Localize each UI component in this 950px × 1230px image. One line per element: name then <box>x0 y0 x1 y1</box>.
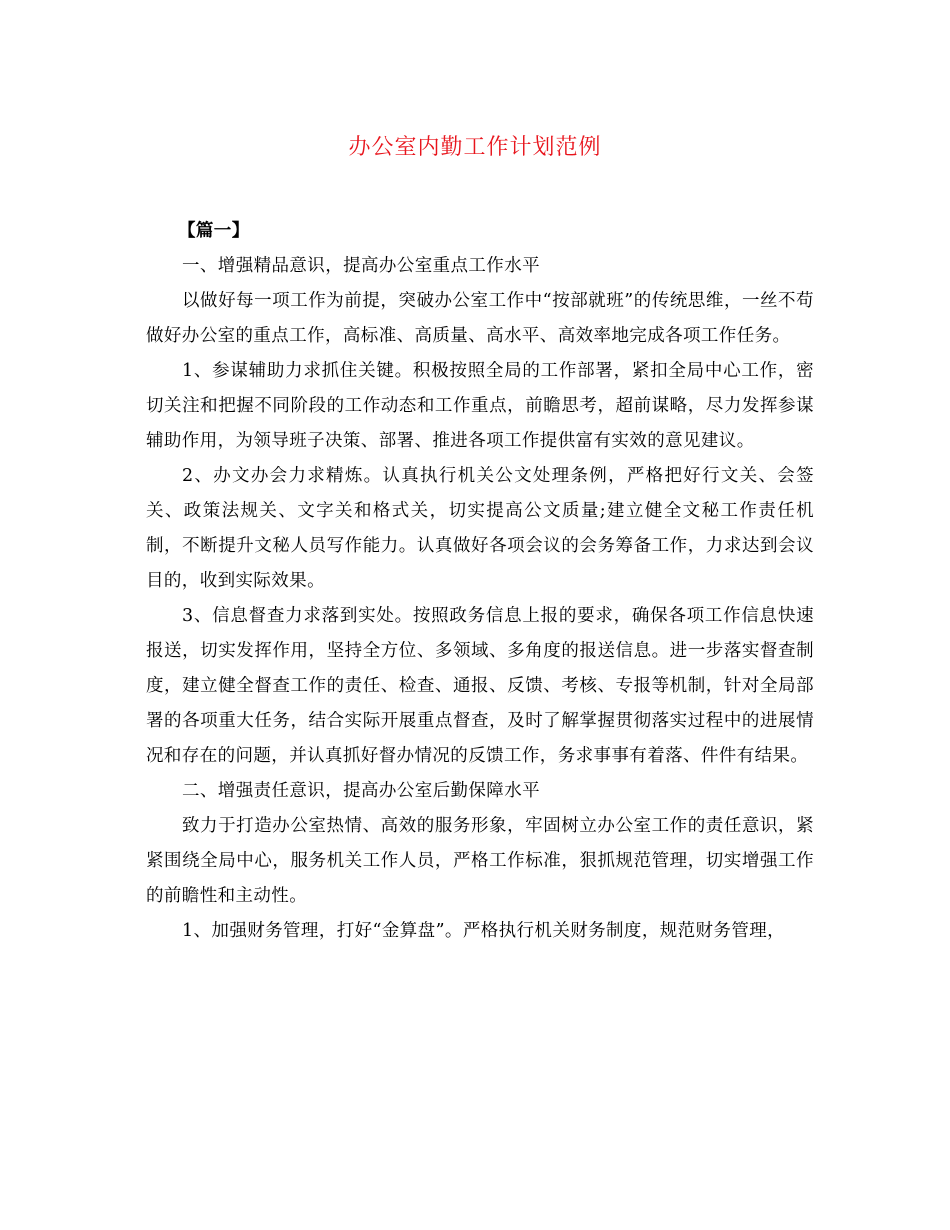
document-title: 办公室内勤工作计划范例 <box>348 135 602 160</box>
body-paragraph: 2、办文办会力求精炼。认真执行机关公文处理条例，严格把好行文关、会签关、政策法规关、文字关和格式关，切实提高公文质量;建立健全文秘工作责任机制，不断提升文秘人员写作能力。认真做好各项会议的会务筹备工作，力求达到会议目的，收到实际效果。 <box>146 466 814 591</box>
body-paragraph: 3、信息督查力求落到实处。按照政务信息上报的要求，确保各项工作信息快速报送，切实发挥作用，坚持全方位、多领域、多角度的报送信息。进一步落实督查制度，建立健全督查工作的责任、检查、通报、反馈、考核、专报等机制，针对全局部署的各项重大任务，结合实际开展重点督查，及时了解掌握贯彻落实过程中的进展情况和存在的问题，并认真抓好督办情况的反馈工作，务求事事有着落、件件有结果。 <box>146 606 814 766</box>
heading-paragraph: 二、增强责任意识，提高办公室后勤保障水平 <box>182 781 540 801</box>
body-paragraph: 致力于打造办公室热情、高效的服务形象，牢固树立办公室工作的责任意识，紧紧围绕全局中心，服务机关工作人员，严格工作标准，狠抓规范管理，切实增强工作的前瞻性和主动性。 <box>146 816 814 906</box>
body-paragraph: 1、加强财务管理，打好“金算盘”。严格执行机关财务制度，规范财务管理， <box>182 921 786 941</box>
heading-paragraph: 一、增强精品意识，提高办公室重点工作水平 <box>182 256 540 276</box>
body-paragraph: 以做好每一项工作为前提，突破办公室工作中“按部就班”的传统思维，一丝不苟做好办公室的重点工作，高标准、高质量、高水平、高效率地完成各项工作任务。 <box>146 291 814 346</box>
body-paragraph: 1、参谋辅助力求抓住关键。积极按照全局的工作部署，紧扣全局中心工作，密切关注和把握不同阶段的工作动态和工作重点，前瞻思考，超前谋略，尽力发挥参谋辅助作用，为领导班子决策、部署、推进各项工作提供富有实效的意见建议。 <box>146 361 814 451</box>
section-label: 【篇一】 <box>178 221 250 241</box>
document-body <box>146 214 814 949</box>
